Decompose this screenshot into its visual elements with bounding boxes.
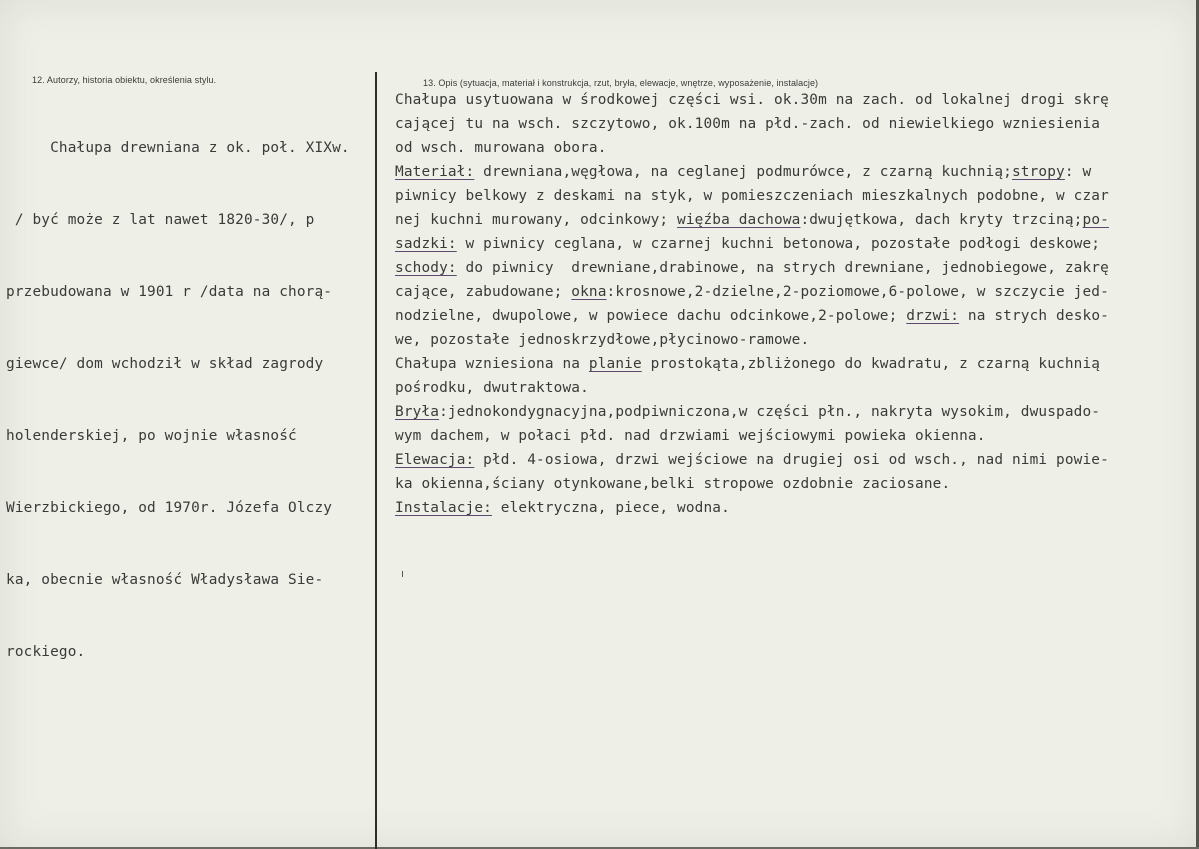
description-segment: :jednokondygnacyjna,podpiwniczona,w części płn., nakryta wysokim, dwuspado-	[439, 404, 1101, 420]
description-segment: pośrodku, dwutraktowa.	[395, 380, 589, 396]
description-line	[395, 160, 1195, 184]
history-line: Wierzbickiego, od 1970r. Józefa Olczy	[6, 500, 333, 516]
description-segment: piwnicy belkowy z deskami na styk, w pomieszczeniach mieszkalnych podobne, w czar	[395, 188, 1109, 204]
description-line	[395, 136, 1195, 160]
description-line	[395, 280, 1195, 304]
description-line	[395, 448, 1195, 472]
description-segment: w piwnicy ceglana, w czarnej kuchni betonowa, pozostałe podłogi deskowe;	[456, 236, 1101, 252]
pen-mark	[402, 571, 403, 577]
section-label: Materiał:	[395, 164, 475, 180]
history-line: przebudowana w 1901 r /data na chorą-	[6, 284, 333, 300]
history-line: / być może z lat nawet 1820-30/, p	[6, 212, 315, 228]
description-segment: na strych desko-	[959, 308, 1109, 324]
description-line	[395, 472, 1195, 496]
description-line	[395, 88, 1195, 112]
description-segment: Chałupa wzniesiona na	[395, 356, 589, 372]
description-text	[395, 88, 1195, 520]
right-column-header: 13. Opis (sytuacja, materiał i konstrukcja, rzut, bryła, elewacje, wnętrze, wyposażenie, instalacje)	[423, 78, 819, 88]
history-text	[6, 88, 371, 712]
description-segment: cającej tu na wsch. szczytowo, ok.100m na płd.-zach. od niewielkiego wzniesienia	[395, 116, 1101, 132]
description-segment: cające, zabudowane;	[395, 284, 572, 300]
description-segment: płd. 4-osiowa, drzwi wejściowe na drugiej osi od wsch., nad nimi powie-	[474, 452, 1109, 468]
section-label: sadzki:	[395, 236, 457, 252]
description-segment: od wsch. murowana obora.	[395, 140, 607, 156]
description-line	[395, 424, 1195, 448]
description-segment: Chałupa usytuowana w środkowej części wsi. ok.30m na zach. od lokalnej drogi skrę	[395, 92, 1109, 108]
section-label: więźba dachowa	[677, 212, 801, 228]
section-label: Instalacje:	[395, 500, 492, 516]
description-segment: ka okienna,ściany otynkowane,belki stropowe ozdobnie zaciosane.	[395, 476, 951, 492]
history-line: giewce/ dom wchodził w skład zagrody	[6, 356, 324, 372]
history-line: holenderskiej, po wojnie własność	[6, 428, 297, 444]
section-label: stropy	[1011, 164, 1065, 180]
description-line	[395, 184, 1195, 208]
description-segment: nodzielne, dwupolowe, w powiece dachu odcinkowe,2-polowe;	[395, 308, 907, 324]
section-label: planie	[588, 356, 642, 372]
section-label: schody:	[395, 260, 457, 276]
history-line: rockiego.	[6, 644, 86, 660]
section-label: Elewacja:	[395, 452, 475, 468]
section-label: okna	[571, 284, 607, 300]
description-segment: elektryczna, piece, wodna.	[491, 500, 730, 516]
description-line	[395, 352, 1195, 376]
section-label: Bryła	[395, 404, 440, 420]
description-line	[395, 208, 1195, 232]
description-line	[395, 496, 1195, 520]
description-segment: :dwujętkowa, dach kryty trzciną;	[800, 212, 1083, 228]
left-column-header: 12. Autorzy, historia obiektu, określenia stylu.	[32, 75, 217, 85]
description-segment: do piwnicy drewniane,drabinowe, na strych drewniane, jednobiegowe, zakrę	[456, 260, 1109, 276]
description-line	[395, 304, 1195, 328]
description-segment: wym dachem, w połaci płd. nad drzwiami wejściowymi powieka okienna.	[395, 428, 986, 444]
section-label: drzwi:	[906, 308, 960, 324]
history-line: ka, obecnie własność Władysława Sie-	[6, 572, 324, 588]
description-line	[395, 256, 1195, 280]
column-divider	[375, 72, 377, 849]
description-segment: :krosnowe,2-dzielne,2-poziomowe,6-polowe, w szczycie jed-	[606, 284, 1109, 300]
section-label: po-	[1082, 212, 1109, 228]
history-line: Chałupa drewniana z ok. poł. XIXw.	[6, 140, 350, 156]
description-segment: : w	[1064, 164, 1092, 180]
description-line	[395, 232, 1195, 256]
description-line	[395, 112, 1195, 136]
description-segment: nej kuchni murowany, odcinkowy;	[395, 212, 678, 228]
description-line	[395, 400, 1195, 424]
description-line	[395, 376, 1195, 400]
description-segment: drewniana,węgłowa, na ceglanej podmurówce, z czarną kuchnią;	[474, 164, 1012, 180]
description-line	[395, 328, 1195, 352]
description-segment: we, pozostałe jednoskrzydłowe,płycinowo-ramowe.	[395, 332, 810, 348]
description-segment: prostokąta,zbliżonego do kwadratu, z czarną kuchnią	[641, 356, 1101, 372]
